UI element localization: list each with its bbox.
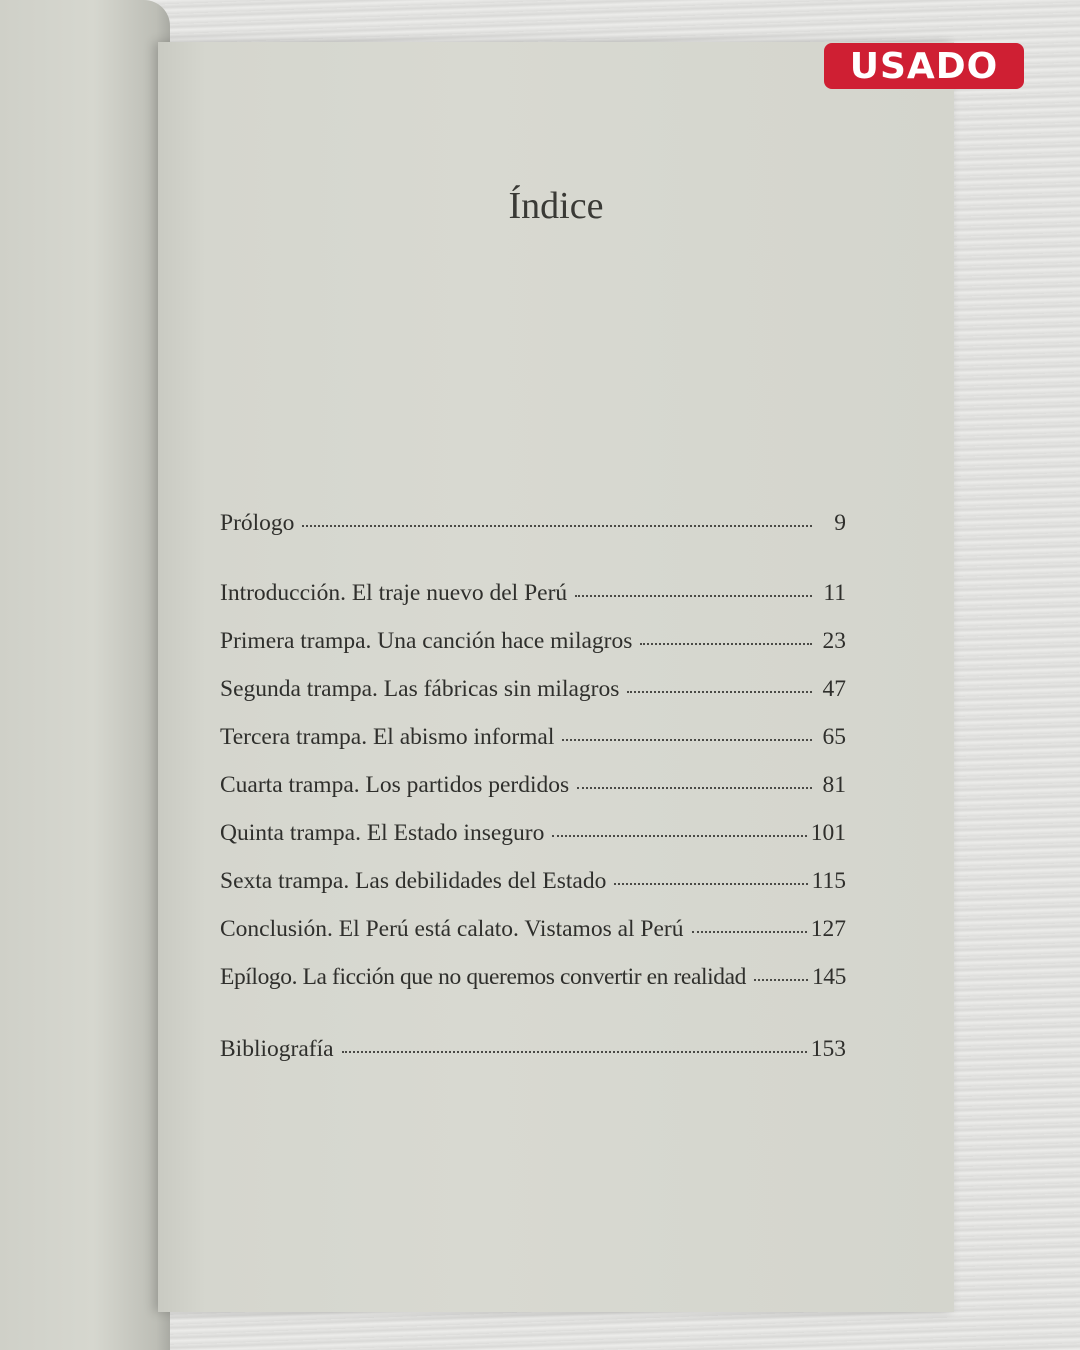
toc-entry-label: Tercera trampa. El abismo informal bbox=[220, 724, 555, 750]
toc-entry-label: Cuarta trampa. Los partidos perdidos bbox=[220, 772, 570, 798]
toc-entry bbox=[220, 510, 846, 550]
toc-entry-page: 101 bbox=[810, 820, 846, 846]
toc-entry bbox=[220, 916, 846, 956]
dot-leader bbox=[575, 594, 812, 597]
toc-entry bbox=[220, 868, 846, 908]
toc-entry-page: 153 bbox=[810, 1036, 846, 1062]
toc-entry-label: Conclusión. El Perú está calato. Vistamos al Perú bbox=[220, 916, 684, 942]
toc-entry bbox=[220, 628, 846, 668]
toc-entry-label: Prólogo bbox=[220, 510, 295, 536]
toc-entry-label: Quinta trampa. El Estado inseguro bbox=[220, 820, 545, 846]
toc-entry-label: Sexta trampa. Las debilidades del Estado bbox=[220, 868, 607, 894]
toc-entry-page: 23 bbox=[822, 628, 846, 654]
dot-leader bbox=[562, 738, 812, 741]
dot-leader bbox=[577, 786, 812, 789]
toc-entry bbox=[220, 676, 846, 716]
dot-leader bbox=[614, 882, 807, 885]
left-page bbox=[0, 0, 170, 1350]
dot-leader bbox=[627, 690, 812, 693]
dot-leader bbox=[640, 642, 812, 645]
toc-entry-label: Segunda trampa. Las fábricas sin milagros bbox=[220, 676, 620, 702]
page-title: Índice bbox=[508, 185, 604, 227]
dot-leader bbox=[342, 1050, 807, 1053]
toc-entry-page: 65 bbox=[822, 724, 846, 750]
toc-entry bbox=[220, 820, 846, 860]
toc-entry-page: 47 bbox=[822, 676, 846, 702]
toc-entry-page: 81 bbox=[822, 772, 846, 798]
used-badge: USADO bbox=[824, 43, 1024, 89]
toc-entry-page: 145 bbox=[811, 964, 846, 990]
toc-entry-page: 11 bbox=[823, 580, 846, 606]
toc-entry bbox=[220, 724, 846, 764]
toc-entry-label: Introducción. El traje nuevo del Perú bbox=[220, 580, 568, 606]
toc-entry-page: 9 bbox=[834, 510, 846, 536]
toc-entry bbox=[220, 772, 846, 812]
toc-entry-label: Epílogo. La ficción que no queremos convertir en realidad bbox=[220, 964, 746, 990]
toc-entry bbox=[220, 964, 846, 1004]
toc-entry-label: Bibliografía bbox=[220, 1036, 334, 1062]
toc-entry bbox=[220, 1036, 846, 1076]
dot-leader bbox=[692, 930, 807, 933]
dot-leader bbox=[754, 978, 808, 981]
toc-entry bbox=[220, 580, 846, 620]
toc-entry-page: 127 bbox=[810, 916, 846, 942]
dot-leader bbox=[552, 834, 806, 837]
book-page bbox=[158, 42, 954, 1312]
dot-leader bbox=[302, 524, 812, 527]
toc-entry-page: 115 bbox=[811, 868, 846, 894]
toc-entry-label: Primera trampa. Una canción hace milagros bbox=[220, 628, 633, 654]
